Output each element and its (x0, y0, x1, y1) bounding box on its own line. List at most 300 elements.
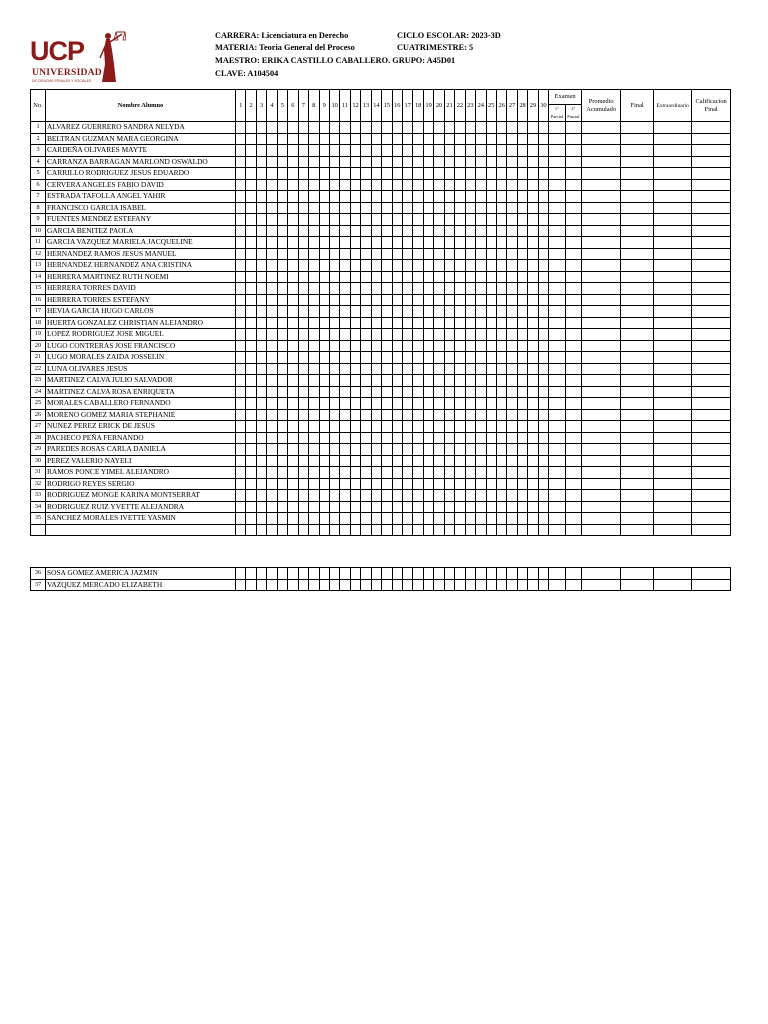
attendance-cell (465, 133, 475, 145)
attendance-cell (455, 179, 465, 191)
grade-cell (654, 145, 692, 157)
attendance-cell (444, 421, 454, 433)
attendance-cell (403, 145, 413, 157)
attendance-cell (319, 579, 329, 591)
attendance-cell (298, 271, 308, 283)
attendance-cell (340, 317, 350, 329)
attendance-cell (361, 398, 371, 410)
attendance-cell (423, 283, 433, 295)
attendance-cell (517, 214, 527, 226)
col-header-day: 4 (267, 90, 277, 122)
attendance-cell (476, 579, 486, 591)
attendance-cell (277, 363, 287, 375)
attendance-cell (382, 202, 392, 214)
attendance-cell (288, 133, 298, 145)
col-header-day: 23 (465, 90, 475, 122)
student-number: 26 (31, 409, 46, 421)
attendance-cell (538, 444, 548, 456)
attendance-cell (423, 214, 433, 226)
attendance-cell (465, 283, 475, 295)
attendance-cell (246, 122, 256, 134)
page-break-cell (277, 524, 287, 536)
attendance-cell (528, 398, 538, 410)
student-number: 31 (31, 467, 46, 479)
attendance-cell (371, 168, 381, 180)
grade-cell (549, 133, 566, 145)
page-break-cell (455, 524, 465, 536)
attendance-cell (538, 283, 548, 295)
attendance-cell (350, 375, 360, 387)
attendance-cell (371, 467, 381, 479)
attendance-cell (423, 306, 433, 318)
attendance-cell (288, 283, 298, 295)
grade-cell (654, 306, 692, 318)
col-header-parcial-1: 1° Parcial (549, 105, 566, 122)
grade-cell (654, 386, 692, 398)
grade-cell (621, 306, 654, 318)
attendance-cell (444, 225, 454, 237)
attendance-cell (236, 283, 246, 295)
student-number: 2 (31, 133, 46, 145)
attendance-cell (350, 179, 360, 191)
attendance-cell (413, 122, 423, 134)
grade-cell (621, 145, 654, 157)
grade-cell (654, 579, 692, 591)
attendance-cell (329, 340, 339, 352)
attendance-cell (288, 237, 298, 249)
attendance-cell (517, 306, 527, 318)
student-number: 37 (31, 579, 46, 591)
table-row (31, 122, 731, 134)
attendance-cell (329, 579, 339, 591)
attendance-cell (298, 122, 308, 134)
attendance-cell (382, 579, 392, 591)
attendance-cell (277, 467, 287, 479)
table-row (31, 409, 731, 421)
attendance-cell (340, 340, 350, 352)
attendance-cell (496, 294, 506, 306)
attendance-cell (236, 260, 246, 272)
attendance-cell (288, 156, 298, 168)
attendance-cell (423, 579, 433, 591)
attendance-cell (246, 421, 256, 433)
attendance-cell (361, 214, 371, 226)
attendance-cell (465, 122, 475, 134)
attendance-cell (329, 352, 339, 364)
attendance-cell (319, 513, 329, 525)
grade-cell (621, 225, 654, 237)
attendance-cell (277, 513, 287, 525)
page-break-cell (413, 524, 423, 536)
attendance-cell (403, 363, 413, 375)
attendance-cell (350, 513, 360, 525)
attendance-cell (486, 386, 496, 398)
attendance-cell (423, 444, 433, 456)
grade-cell (549, 501, 566, 513)
attendance-cell (496, 271, 506, 283)
grade-cell (654, 375, 692, 387)
attendance-cell (382, 317, 392, 329)
attendance-cell (392, 363, 402, 375)
attendance-cell (298, 568, 308, 580)
page-break-cell (31, 524, 46, 536)
student-number: 23 (31, 375, 46, 387)
grade-cell (621, 294, 654, 306)
attendance-cell (246, 133, 256, 145)
grade-cell (549, 294, 566, 306)
attendance-cell (465, 202, 475, 214)
attendance-cell (256, 444, 266, 456)
col-header-day: 15 (382, 90, 392, 122)
attendance-cell (403, 214, 413, 226)
attendance-cell (288, 317, 298, 329)
attendance-cell (236, 156, 246, 168)
attendance-cell (403, 513, 413, 525)
grade-cell (654, 202, 692, 214)
attendance-cell (277, 248, 287, 260)
grade-cell (549, 156, 566, 168)
attendance-cell (340, 237, 350, 249)
attendance-cell (371, 237, 381, 249)
attendance-cell (465, 214, 475, 226)
attendance-cell (267, 283, 277, 295)
table-row (31, 363, 731, 375)
attendance-cell (476, 191, 486, 203)
grade-cell (549, 363, 566, 375)
attendance-cell (246, 340, 256, 352)
grade-cell (692, 363, 731, 375)
grade-cell (565, 352, 582, 364)
attendance-cell (476, 340, 486, 352)
attendance-cell (340, 478, 350, 490)
grade-cell (654, 432, 692, 444)
attendance-cell (538, 455, 548, 467)
attendance-cell (340, 133, 350, 145)
attendance-cell (538, 271, 548, 283)
attendance-cell (319, 122, 329, 134)
grade-cell (582, 375, 621, 387)
attendance-cell (288, 568, 298, 580)
attendance-cell (340, 490, 350, 502)
grade-cell (654, 409, 692, 421)
attendance-cell (486, 329, 496, 341)
student-name: ESTRADA TAFOLLA ANGEL YAHIR (46, 191, 236, 203)
attendance-cell (434, 214, 444, 226)
attendance-cell (403, 271, 413, 283)
attendance-cell (517, 156, 527, 168)
attendance-cell (538, 501, 548, 513)
attendance-cell (256, 455, 266, 467)
attendance-cell (267, 432, 277, 444)
attendance-cell (382, 133, 392, 145)
grade-cell (549, 467, 566, 479)
attendance-cell (267, 444, 277, 456)
attendance-cell (423, 225, 433, 237)
attendance-cell (329, 568, 339, 580)
grade-cell (549, 421, 566, 433)
attendance-cell (476, 237, 486, 249)
attendance-cell (413, 294, 423, 306)
attendance-cell (403, 455, 413, 467)
attendance-cell (319, 432, 329, 444)
attendance-cell (465, 294, 475, 306)
attendance-cell (236, 513, 246, 525)
page-break-cell (486, 524, 496, 536)
page-break-cell (382, 524, 392, 536)
attendance-cell (256, 409, 266, 421)
attendance-cell (382, 122, 392, 134)
attendance-cell (319, 225, 329, 237)
attendance-cell (517, 444, 527, 456)
table-row (31, 156, 731, 168)
attendance-cell (298, 444, 308, 456)
attendance-cell (423, 168, 433, 180)
grade-cell (565, 237, 582, 249)
attendance-cell (288, 352, 298, 364)
student-number: 11 (31, 237, 46, 249)
attendance-cell (455, 386, 465, 398)
attendance-cell (455, 122, 465, 134)
attendance-cell (256, 283, 266, 295)
attendance-cell (507, 467, 517, 479)
attendance-cell (423, 375, 433, 387)
attendance-cell (382, 478, 392, 490)
grade-cell (621, 478, 654, 490)
attendance-cell (392, 352, 402, 364)
attendance-cell (423, 202, 433, 214)
student-number: 9 (31, 214, 46, 226)
attendance-cell (434, 455, 444, 467)
attendance-cell (309, 317, 319, 329)
attendance-cell (507, 490, 517, 502)
student-name: HERRERA TORRES DAVID (46, 283, 236, 295)
attendance-cell (486, 317, 496, 329)
attendance-cell (486, 513, 496, 525)
attendance-cell (236, 214, 246, 226)
attendance-cell (256, 156, 266, 168)
table-row (31, 294, 731, 306)
col-header-day: 12 (350, 90, 360, 122)
attendance-cell (256, 237, 266, 249)
attendance-cell (538, 168, 548, 180)
attendance-cell (277, 237, 287, 249)
table-row (31, 133, 731, 145)
attendance-cell (423, 421, 433, 433)
attendance-cell (256, 386, 266, 398)
attendance-cell (267, 202, 277, 214)
attendance-cell (486, 432, 496, 444)
col-header-name: Nombre Alumno (46, 90, 236, 122)
grade-cell (692, 214, 731, 226)
attendance-cell (309, 444, 319, 456)
attendance-cell (465, 568, 475, 580)
grade-cell (565, 490, 582, 502)
grade-cell (582, 283, 621, 295)
attendance-cell (267, 455, 277, 467)
attendance-cell (403, 306, 413, 318)
attendance-cell (277, 179, 287, 191)
attendance-cell (444, 490, 454, 502)
attendance-cell (423, 478, 433, 490)
attendance-cell (371, 191, 381, 203)
attendance-cell (444, 202, 454, 214)
col-header-day: 30 (538, 90, 548, 122)
attendance-cell (507, 340, 517, 352)
grade-cell (549, 478, 566, 490)
attendance-cell (486, 271, 496, 283)
attendance-cell (528, 352, 538, 364)
table-row (31, 501, 731, 513)
attendance-cell (476, 363, 486, 375)
attendance-cell (392, 455, 402, 467)
attendance-cell (465, 352, 475, 364)
page-break-cell (246, 524, 256, 536)
attendance-cell (517, 386, 527, 398)
attendance-cell (455, 363, 465, 375)
grade-cell (582, 145, 621, 157)
attendance-cell (423, 156, 433, 168)
attendance-cell (403, 260, 413, 272)
attendance-cell (538, 317, 548, 329)
attendance-cell (340, 225, 350, 237)
student-number: 14 (31, 271, 46, 283)
grade-cell (621, 179, 654, 191)
table-row (31, 260, 731, 272)
attendance-cell (298, 179, 308, 191)
attendance-cell (267, 191, 277, 203)
attendance-cell (277, 145, 287, 157)
grade-cell (582, 237, 621, 249)
grade-cell (621, 248, 654, 260)
page-break-cell (329, 524, 339, 536)
attendance-cell (350, 340, 360, 352)
attendance-cell (455, 467, 465, 479)
attendance-cell (507, 409, 517, 421)
attendance-cell (507, 363, 517, 375)
attendance-cell (517, 490, 527, 502)
attendance-cell (423, 237, 433, 249)
attendance-cell (528, 409, 538, 421)
attendance-cell (528, 168, 538, 180)
attendance-cell (371, 260, 381, 272)
attendance-cell (350, 317, 360, 329)
attendance-cell (538, 363, 548, 375)
attendance-cell (350, 432, 360, 444)
attendance-cell (256, 329, 266, 341)
attendance-cell (277, 329, 287, 341)
attendance-cell (455, 501, 465, 513)
attendance-cell (361, 444, 371, 456)
attendance-cell (486, 133, 496, 145)
attendance-cell (517, 398, 527, 410)
grade-cell (549, 271, 566, 283)
col-header-parcial-2: 2° Parcial (565, 105, 582, 122)
attendance-cell (298, 306, 308, 318)
attendance-cell (413, 398, 423, 410)
attendance-cell (267, 501, 277, 513)
attendance-cell (507, 306, 517, 318)
attendance-cell (455, 340, 465, 352)
attendance-cell (392, 283, 402, 295)
student-name: LOPEZ RODRIGUEZ JOSE MIGUEL (46, 329, 236, 341)
grade-cell (549, 202, 566, 214)
attendance-cell (329, 490, 339, 502)
attendance-cell (350, 156, 360, 168)
attendance-cell (246, 363, 256, 375)
grade-cell (565, 294, 582, 306)
attendance-cell (382, 214, 392, 226)
attendance-cell (267, 133, 277, 145)
grade-cell (549, 352, 566, 364)
attendance-cell (444, 579, 454, 591)
attendance-cell (361, 133, 371, 145)
attendance-cell (267, 340, 277, 352)
grade-cell (582, 179, 621, 191)
attendance-cell (496, 329, 506, 341)
attendance-cell (329, 191, 339, 203)
attendance-cell (246, 513, 256, 525)
student-name: LUNA OLIVARES JESUS (46, 363, 236, 375)
grade-cell (654, 271, 692, 283)
attendance-cell (413, 237, 423, 249)
attendance-cell (507, 202, 517, 214)
attendance-cell (486, 202, 496, 214)
attendance-cell (329, 133, 339, 145)
student-number: 8 (31, 202, 46, 214)
page-break-cell (549, 524, 566, 536)
grade-cell (621, 432, 654, 444)
attendance-cell (507, 501, 517, 513)
attendance-cell (361, 409, 371, 421)
attendance-cell (486, 156, 496, 168)
attendance-cell (340, 352, 350, 364)
attendance-cell (476, 317, 486, 329)
attendance-cell (319, 168, 329, 180)
attendance-cell (246, 329, 256, 341)
attendance-cell (496, 283, 506, 295)
attendance-cell (434, 409, 444, 421)
col-header-day: 19 (423, 90, 433, 122)
attendance-cell (434, 340, 444, 352)
attendance-cell (507, 260, 517, 272)
attendance-cell (476, 568, 486, 580)
attendance-cell (246, 225, 256, 237)
attendance-cell (267, 409, 277, 421)
student-name: RODRIGO REYES SERGIO (46, 478, 236, 490)
attendance-cell (434, 168, 444, 180)
attendance-cell (309, 191, 319, 203)
attendance-cell (423, 467, 433, 479)
attendance-cell (382, 467, 392, 479)
attendance-cell (267, 179, 277, 191)
header-carrera: CARRERA: Licenciatura en Derecho (215, 31, 349, 40)
attendance-cell (361, 306, 371, 318)
attendance-cell (423, 329, 433, 341)
attendance-cell (496, 306, 506, 318)
attendance-cell (288, 386, 298, 398)
grade-cell (549, 145, 566, 157)
attendance-cell (538, 237, 548, 249)
attendance-cell (319, 237, 329, 249)
attendance-cell (298, 409, 308, 421)
attendance-cell (256, 133, 266, 145)
attendance-cell (309, 579, 319, 591)
grade-cell (692, 294, 731, 306)
attendance-cell (288, 145, 298, 157)
attendance-cell (434, 283, 444, 295)
grade-cell (582, 478, 621, 490)
attendance-cell (455, 579, 465, 591)
